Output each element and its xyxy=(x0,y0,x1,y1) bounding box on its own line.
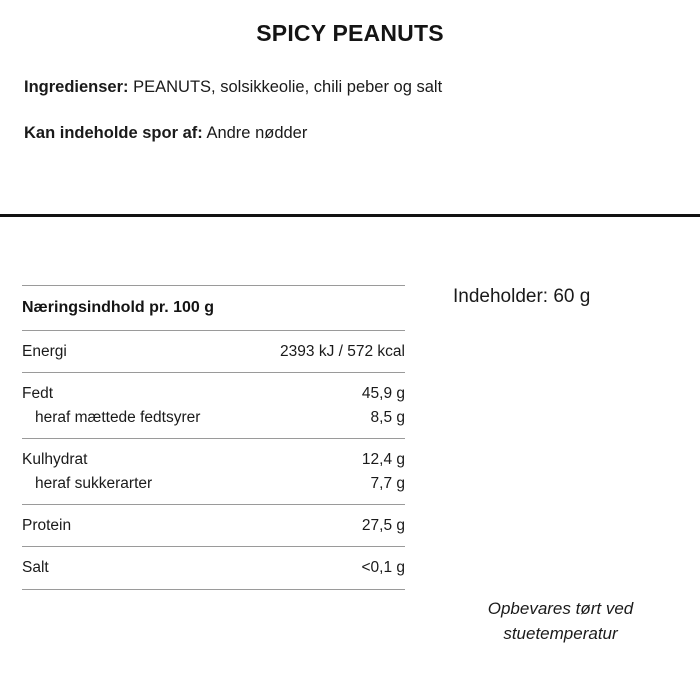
table-row xyxy=(22,505,405,547)
table-rule xyxy=(22,589,405,590)
row-label: heraf sukkerarter xyxy=(35,474,153,492)
page-title: SPICY PEANUTS xyxy=(256,20,444,46)
nutrition-heading: Næringsindhold pr. 100 g xyxy=(22,299,215,316)
nutrition-column xyxy=(0,285,405,590)
ingredients-value: PEANUTS, solsikkeolie, chili peber og salt xyxy=(133,77,443,96)
row-value: <0,1 g xyxy=(361,559,405,577)
row-label: Fedt xyxy=(22,385,54,403)
section-divider xyxy=(0,214,700,217)
net-weight-text: Indeholder: 60 g xyxy=(453,286,591,307)
table-row xyxy=(22,472,405,505)
storage-line-2: stuetemperatur xyxy=(503,623,618,643)
row-value: 2393 kJ / 572 kcal xyxy=(280,343,405,360)
row-label: Protein xyxy=(22,516,72,534)
allergens-value: Andre nødder xyxy=(206,123,308,142)
row-label: heraf mættede fedtsyrer xyxy=(35,408,201,426)
storage-instructions xyxy=(453,597,668,646)
storage-line-1: Opbevares tørt ved xyxy=(487,599,634,618)
lower-section xyxy=(0,285,700,645)
row-value: 45,9 g xyxy=(361,385,405,403)
table-row xyxy=(22,373,405,405)
allergens-label: Kan indeholde spor af: xyxy=(24,123,203,142)
row-value: 27,5 g xyxy=(361,516,405,534)
nutrition-table xyxy=(22,285,405,590)
row-value: 12,4 g xyxy=(361,451,405,469)
allergens-line xyxy=(24,122,676,144)
table-row xyxy=(22,439,405,471)
ingredients-label: Ingredienser: xyxy=(24,77,129,96)
row-value: 8,5 g xyxy=(370,408,405,426)
table-row xyxy=(22,547,405,589)
product-info-block xyxy=(0,76,700,145)
nutrition-heading-row xyxy=(22,286,405,331)
table-row xyxy=(22,406,405,439)
ingredients-line xyxy=(24,76,676,98)
table-row xyxy=(22,331,405,373)
row-value: 7,7 g xyxy=(370,474,405,492)
row-label: Kulhydrat xyxy=(22,451,88,469)
side-column xyxy=(405,285,700,645)
row-label: Salt xyxy=(22,559,49,577)
row-label: Energi xyxy=(22,343,67,360)
